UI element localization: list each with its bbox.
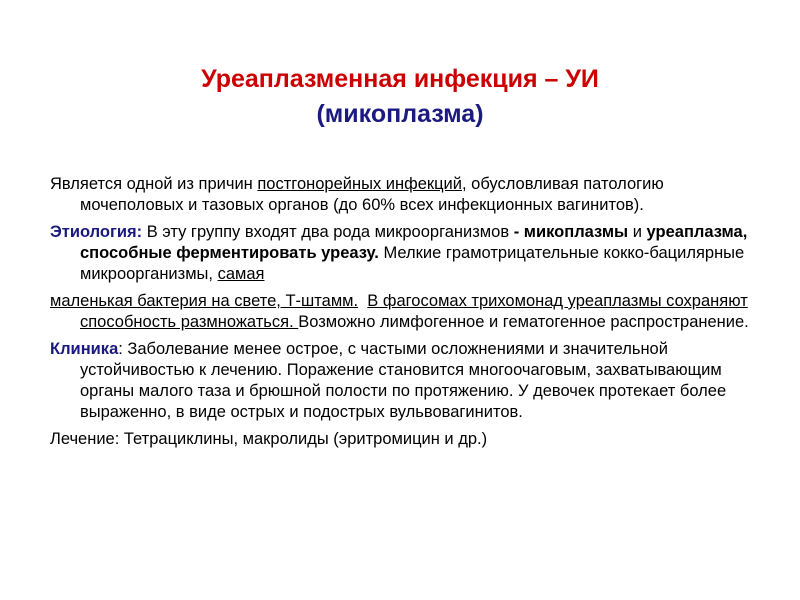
slide-title xyxy=(60,62,740,132)
intro-text-b: , обусловливая патологию мочеполовых и тазовых органов (до 60% всех инфекционных вагинитов). xyxy=(80,175,664,214)
paragraph-etiology xyxy=(50,222,770,333)
slide-body xyxy=(50,174,770,456)
paragraph-intro xyxy=(50,174,770,216)
etiology-tall-line xyxy=(50,291,770,333)
etiology-text-c: и xyxy=(628,223,647,241)
etiology-underlined-smallest-b: маленькая бактерия на свете, Т-штамм. xyxy=(50,292,359,310)
clinic-heading: Клиника xyxy=(50,340,119,358)
intro-text-a: Является одной из причин xyxy=(50,175,258,193)
etiology-bold-ureaplasma: уреаплазма, способные ферментировать уреазу. xyxy=(80,223,748,262)
etiology-bold-mycoplasma: - микоплазмы xyxy=(513,223,629,241)
etiology-underlined-phagosome: В фагосомах трихомонад уреаплазмы сохраняют способность размножаться. xyxy=(80,292,748,331)
title-line-1: Уреаплазменная инфекция – УИ xyxy=(201,65,599,93)
intro-underlined-term: постгонорейных инфекций xyxy=(257,175,462,193)
clinic-text: : Заболевание менее острое, с частыми осложнениями и значительной устойчивостью к лечению. Поражение становится многоочаговым, захватывающим органы малого таза и брюшной полости по протяжению. У девочек протекает более выраженно, в виде острых и подострых вульвовагинитов. xyxy=(80,340,727,421)
etiology-text-a: В эту группу входят два рода микроорганизмов xyxy=(142,223,514,241)
paragraph-treatment xyxy=(50,429,770,450)
etiology-underlined-smallest-a: самая xyxy=(217,265,265,283)
etiology-text-d: Мелкие грамотрицательные кокко-бацилярные микроорганизмы, xyxy=(80,244,745,283)
etiology-heading: Этиология: xyxy=(50,223,143,241)
treatment-text: Лечение: Тетрациклины, макролиды (эритромицин и др.) xyxy=(50,430,488,448)
etiology-spacer xyxy=(358,292,367,310)
etiology-text-f: Возможно лимфогенное и гематогенное распространение. xyxy=(298,313,749,331)
title-line-2: (микоплазма) xyxy=(316,100,484,128)
paragraph-clinic xyxy=(50,339,770,423)
